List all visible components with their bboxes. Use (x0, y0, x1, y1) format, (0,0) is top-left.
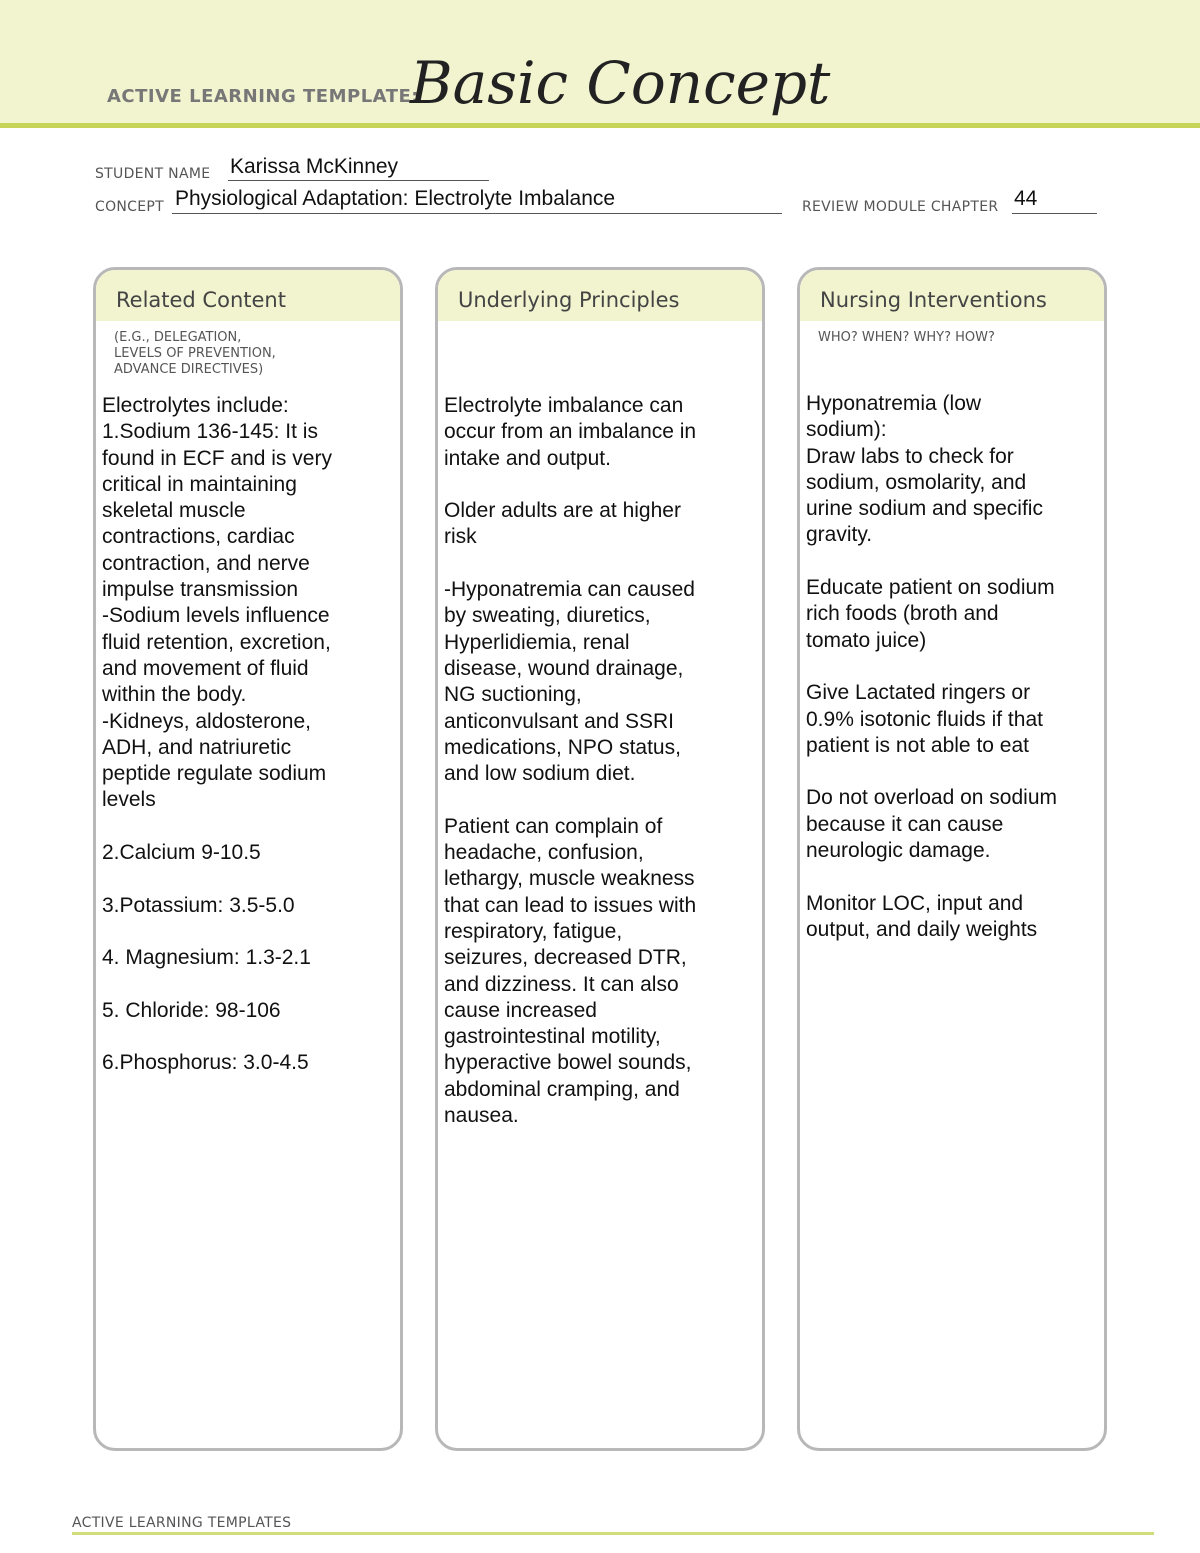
template-label: ACTIVE LEARNING TEMPLATE: (107, 86, 419, 107)
header-rule (0, 123, 1200, 128)
chapter-line (1012, 213, 1097, 214)
student-name-line (228, 180, 489, 181)
underlying-principles-header (438, 270, 762, 321)
chapter-label: REVIEW MODULE CHAPTER (802, 199, 999, 215)
chapter-value[interactable]: 44 (1014, 187, 1038, 210)
related-content-subtitle: (E.G., DELEGATION, LEVELS OF PREVENTION, ADVANCE DIRECTIVES) (114, 330, 276, 377)
nursing-interventions-title: Nursing Interventions (820, 288, 1047, 312)
underlying-principles-box (435, 267, 765, 1451)
nursing-interventions-body[interactable]: Hyponatremia (low sodium): Draw labs to check for sodium, osmolarity, and urine sodium and specific gravity. Educate patient on sodium rich foods (broth and tomato juice) Give Lactated ringers or 0.9% isotonic fluids if that patient is not able to eat Do not overload on sodium because it can cause neurologic damage. Monitor LOC, input and output, and daily weights (806, 392, 1057, 941)
nursing-interventions-header (800, 270, 1104, 321)
related-content-box (93, 267, 403, 1451)
concept-value[interactable]: Physiological Adaptation: Electrolyte Imbalance (175, 187, 616, 210)
student-name-value[interactable]: Karissa McKinney (230, 155, 399, 178)
related-content-body[interactable]: Electrolytes include: 1.Sodium 136-145: It is found in ECF and is very critical in maintaining skeletal muscle contractions, cardiac contraction, and nerve impulse transmission -Sodium levels influence fluid retention, excretion, and movement of fluid within the body. -Kidneys, aldosterone, ADH, and natriuretic peptide regulate sodium levels 2.Calcium 9-10.5 3.Potassium: 3.5-5.0 4. Magnesium: 1.3-2.1 5. Chloride: 98-106 6.Phosphorus: 3.0-4.5 (102, 394, 332, 1075)
footer-label: ACTIVE LEARNING TEMPLATES (72, 1515, 292, 1531)
related-content-header (96, 270, 400, 321)
nursing-interventions-subtitle: WHO? WHEN? WHY? HOW? (818, 330, 995, 345)
concept-line (172, 213, 782, 214)
nursing-interventions-box (797, 267, 1107, 1451)
footer-rule (72, 1532, 1154, 1535)
concept-label: CONCEPT (95, 199, 164, 215)
underlying-principles-title: Underlying Principles (458, 288, 680, 312)
template-title: Basic Concept (410, 49, 831, 117)
student-name-label: STUDENT NAME (95, 166, 211, 182)
related-content-title: Related Content (116, 288, 286, 312)
underlying-principles-body[interactable]: Electrolyte imbalance can occur from an imbalance in intake and output. Older adults are at higher risk -Hyponatremia can caused by sweating, diuretics, Hyperlidiemia, renal disease, wound drainage, NG suctioning, anticonvulsant and SSRI medications, NPO status, and low sodium diet. Patient can complain of headache, confusion, lethargy, muscle weakness that can lead to issues with respiratory, fatigue, seizures, decreased DTR, and dizziness. It can also cause increased gastrointestinal motility, hyperactive bowel sounds, abdominal cramping, and nausea. (444, 394, 697, 1128)
